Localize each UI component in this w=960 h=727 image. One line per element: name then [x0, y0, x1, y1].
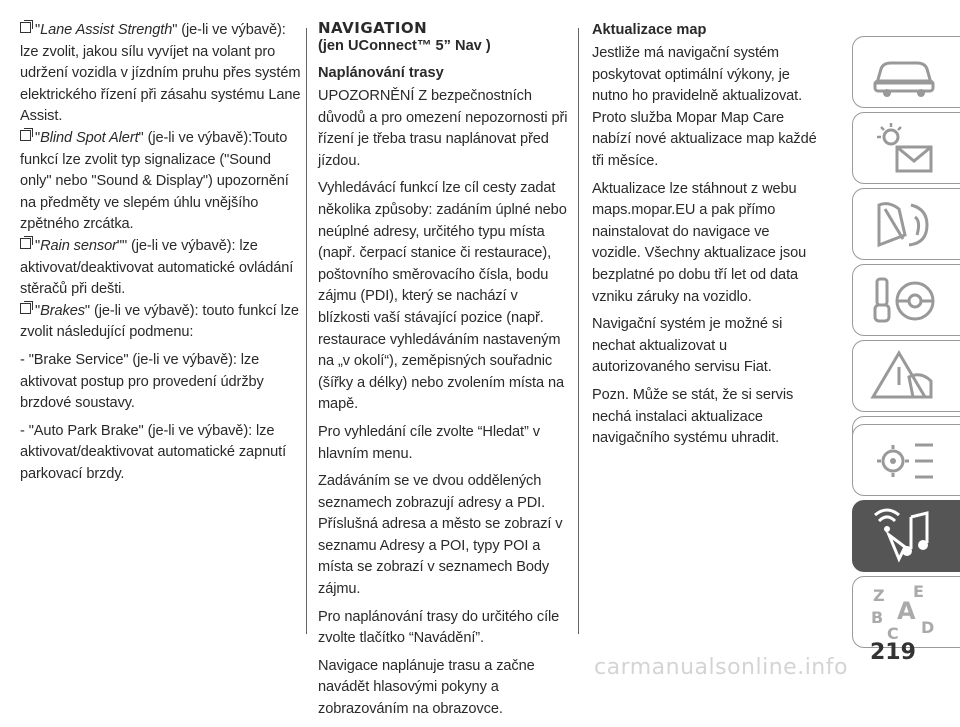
checkbox-icon — [20, 22, 31, 33]
tab-emergency[interactable] — [852, 340, 960, 412]
blind-spot-text: (je-li ve výbavě):Touto funkcí lze zvolit typ signalizace ("Sound only" nebo "Sound & Display") upozornění na předměty ve slepém úhlu vnějšího zpětného zrcátka. — [20, 129, 289, 233]
blind-spot-paragraph: "Blind Spot Alert" (je-li ve výbavě):Touto funkcí lze zvolit typ signalizace ("Sound only" nebo "Sound & Display") upozornění na předměty ve slepém úhlu vnějšího zpětného zrcátka. — [20, 129, 289, 233]
lane-assist-title: Lane Assist Strength — [40, 22, 173, 38]
map-update-paragraph-2: Aktualizace lze stáhnout z webu maps.mopar.EU a pak přímo nainstalovat do navigace ve vozidle. Všechny aktualizace jsou bezplatné po dobu tří let od data vzniku záruky na vozidlo. — [592, 180, 807, 305]
map-update-paragraph-3: Navigační systém je možné si nechat aktualizovat u autorizovaného servisu Fiat. — [592, 316, 783, 376]
column-left — [20, 20, 302, 491]
tab-multimedia[interactable] — [852, 500, 960, 572]
checkbox-icon — [20, 130, 31, 141]
lists-paragraph: Zadáváním se ve dvou oddělených seznamech zobrazují adresy a PDI. Příslušná adresa a město se zobrazí v seznamu Adresy a POI, typy POI a místa se zobrazí v seznamech Body zájmu. — [318, 473, 563, 598]
map-update-title: Aktualizace map — [592, 22, 707, 38]
search-paragraph: Vyhledávácí funkcí lze cíl cesty zadat několika způsoby: zadáním úplné nebo neúplné adresy, určitého typu místa (např. čerpací stanice či restaurace), poštovního směrovacího čísla, bodu zájmu (PDI), který se nachází v blízkosti vaší stávající pozice (např. restaurace vyhledáváním nastaveným na „v okolí“), zeměpisných souřadnic (šířky a délky) nebo zvolením místa na mapě. — [318, 180, 567, 413]
watermark: carmanualsonline.info — [594, 655, 848, 680]
warning-triangle-icon — [869, 347, 939, 407]
map-update-paragraph-4: Pozn. Může se stát, že si servis nechá instalaci aktualizace navigačního systému uhradit. — [592, 386, 794, 447]
rain-sensor-text: " (je-li ve výbavě): lze aktivovat/deaktivovat automatické ovládání stěračů při dešti. — [20, 237, 294, 298]
warning-paragraph: UPOZORNĚNÍ Z bezpečnostních důvodů a pro omezení nepozornosti při řízení je třeba trasu naplánovat před jízdou. — [318, 88, 568, 169]
brakes-title: Brakes — [40, 302, 85, 319]
index-letter: A — [897, 597, 916, 625]
column-divider-1 — [306, 28, 307, 634]
map-update-paragraph-1: Jestliže má navigační systém poskytovat optimální výkony, je nutno ho pravidelně aktualizovat. Proto služba Mopar Map Care nabízí nové aktualizace map každé tři měsíce. — [592, 45, 817, 169]
tab-technical[interactable] — [852, 424, 960, 496]
blind-spot-title: Blind Spot Alert — [40, 129, 139, 146]
checkbox-icon — [20, 238, 31, 249]
lane-assist-paragraph: "Lane Assist Strength" (je-li ve výbavě): lze zvolit, jakou sílu vyvíjet na volant pro udržení vozidla v jízdním pruhu přes systém elektrického řízení při zásahu systému Lane Assist. — [20, 22, 301, 125]
chapter-tabs — [852, 0, 960, 678]
airbag-seatbelt-icon — [869, 195, 939, 255]
index-letter: Z — [873, 586, 885, 605]
index-letter: D — [921, 618, 935, 637]
column-right — [592, 20, 820, 456]
alphabetical-index-icon — [869, 583, 939, 643]
column-middle — [318, 20, 568, 727]
index-letter: B — [871, 608, 884, 627]
car-icon — [869, 43, 939, 103]
index-letter: E — [913, 583, 924, 601]
search-menu-paragraph: Pro vyhledání cíle zvolte “Hledat” v hlavním menu. — [318, 423, 540, 462]
rain-sensor-title: Rain sensor — [40, 237, 117, 254]
tab-dashboard[interactable] — [852, 112, 960, 184]
rain-sensor-paragraph: "Rain sensor"" (je-li ve výbavě): lze aktivovat/deaktivovat automatické ovládání stěračů při dešti. — [20, 237, 294, 298]
column-divider-2 — [578, 28, 579, 634]
index-letter: C — [887, 624, 899, 643]
dashboard-lights-icon — [869, 119, 939, 179]
section-subheading: (jen UConnect™ 5” Nav ) — [318, 38, 491, 54]
brake-service-paragraph: - "Brake Service" (je-li ve výbavě): lze aktivovat postup pro provedení údržby brzdové soustavy. — [20, 351, 264, 412]
tab-car[interactable] — [852, 36, 960, 108]
plan-route-title: Naplánování trasy — [318, 65, 444, 81]
tab-safety[interactable] — [852, 188, 960, 260]
guidance-paragraph: Navigace naplánuje trasu a začne navádět hlasovými pokyny a zobrazováním na obrazovce. — [318, 657, 535, 718]
gears-list-icon — [869, 431, 939, 491]
key-steering-icon — [869, 271, 939, 331]
tab-starting[interactable] — [852, 264, 960, 336]
brakes-text: (je-li ve výbavě): touto funkcí lze zvolit následující podmenu: — [20, 302, 299, 341]
lane-assist-text: (je-li ve výbavě): lze zvolit, jakou sílu vyvíjet na volant pro udržení vozidla v jízdním pruhu přes systém elektrického řízení při zásahu systému Lane Assist. — [20, 22, 301, 125]
section-heading: NAVIGATION — [318, 19, 428, 37]
brakes-paragraph: "Brakes" (je-li ve výbavě): touto funkcí lze zvolit následující podmenu: — [20, 302, 299, 341]
tab-index[interactable] — [852, 576, 960, 648]
auto-park-brake-paragraph: - "Auto Park Brake" (je-li ve výbavě): lze aktivovat/deaktivovat automatické zapnutí parkovací brzdy. — [20, 422, 287, 482]
navigate-button-paragraph: Pro naplánování trasy do určitého cíle zvolte tlačítko “Navádění”. — [318, 608, 560, 647]
page-number: 219 — [870, 640, 916, 665]
checkbox-icon — [20, 303, 31, 314]
multimedia-icon — [869, 507, 939, 567]
